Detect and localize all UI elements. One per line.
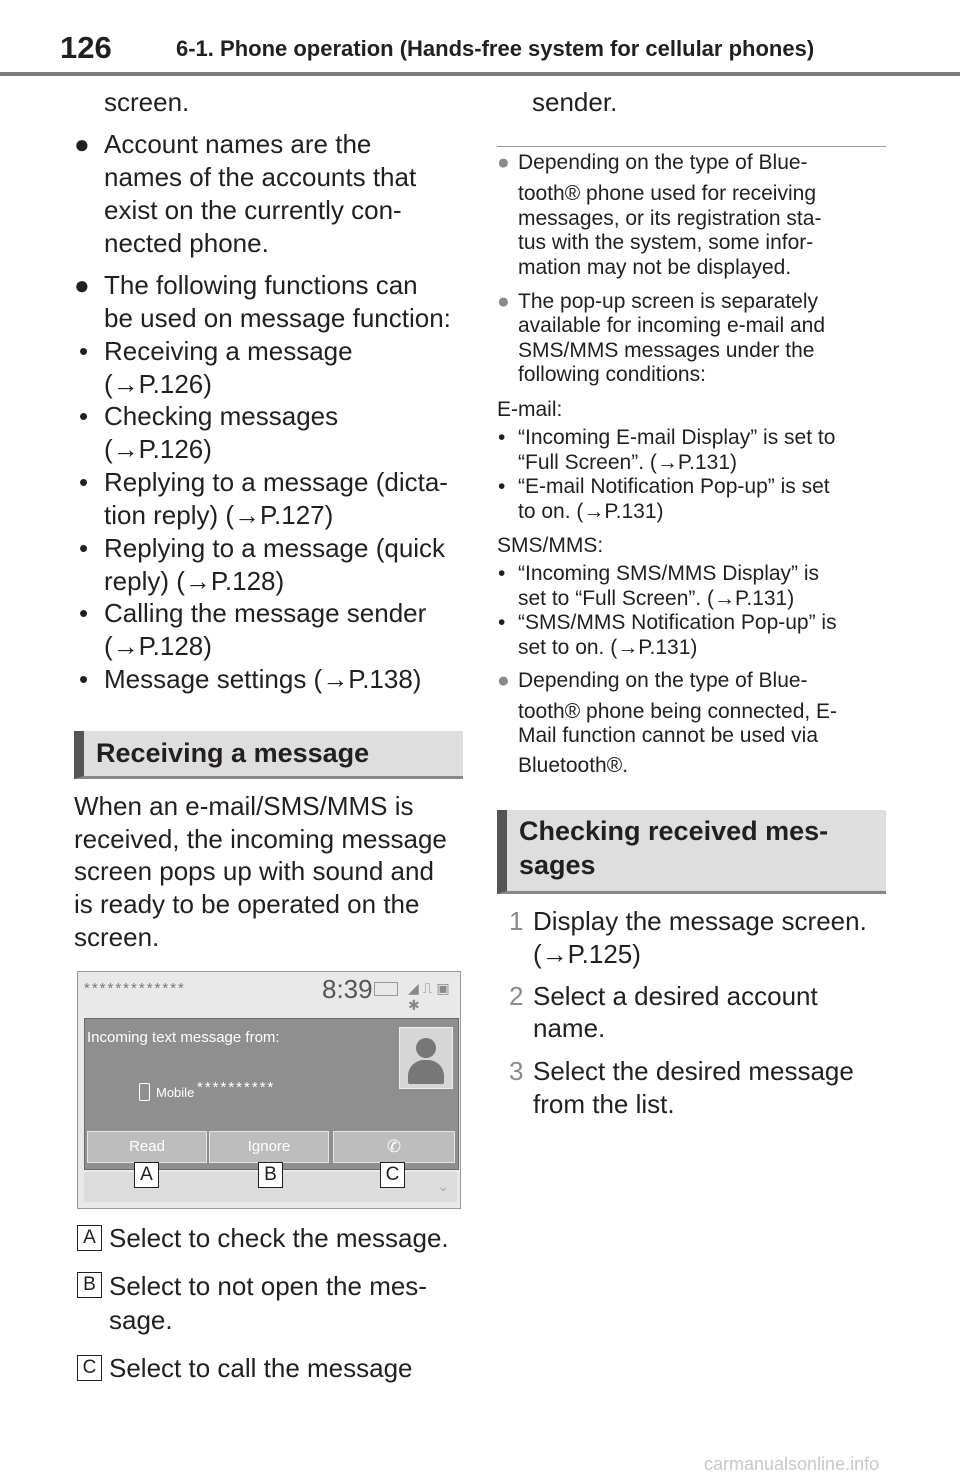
section-heading-checking xyxy=(497,810,886,894)
bullet-icon: ● xyxy=(74,270,90,300)
watermark: carmanualsonline.info xyxy=(704,1454,880,1474)
note-bullet-icon: ● xyxy=(497,669,510,692)
page-ref[interactable]: (→P.126) xyxy=(104,434,212,464)
list-dot: • xyxy=(498,611,506,634)
text-line: is ready to be operated on the xyxy=(74,889,420,919)
note-line: set to “Full Screen”. (→P.131) xyxy=(518,587,795,610)
list-item: Receiving a message xyxy=(104,336,353,366)
text-line: names of the accounts that xyxy=(104,162,417,192)
section-heading-receiving xyxy=(74,731,463,779)
header-rule xyxy=(0,72,960,76)
list-item: reply) (→P.128) xyxy=(104,566,285,596)
list-item: Calling the message sender xyxy=(104,598,427,628)
note-line: Depending on the type of Blue- xyxy=(518,151,808,174)
page-ref[interactable]: (→P.128) xyxy=(104,631,212,661)
text-line: screen pops up with sound and xyxy=(74,856,434,886)
signal-icon xyxy=(374,982,398,996)
screen-stars: ************* xyxy=(84,980,186,997)
text-line: be used on message function: xyxy=(104,303,451,333)
note-subhead: E-mail: xyxy=(497,398,563,421)
read-button[interactable]: Read xyxy=(87,1131,207,1163)
note-line: “Incoming E-mail Display” is set to xyxy=(518,426,836,449)
note-line: “E-mail Notification Pop-up” is set xyxy=(518,475,830,498)
mobile-icon xyxy=(139,1083,150,1101)
ignore-button[interactable]: Ignore xyxy=(209,1131,329,1163)
note-line: available for incoming e-mail and xyxy=(518,314,825,337)
list-dot: • xyxy=(79,401,89,431)
text-line: The following functions can xyxy=(104,270,418,300)
list-item: Replying to a message (dicta- xyxy=(104,467,448,497)
list-item: Checking messages xyxy=(104,401,339,431)
message-popup xyxy=(84,1018,459,1170)
step-text: Display the message screen. xyxy=(533,906,867,936)
page-ref[interactable]: (→P.125) xyxy=(533,939,641,969)
screen-clock: 8:39 xyxy=(322,974,373,1004)
note-line: set to on. (→P.131) xyxy=(518,636,698,659)
step-text: name. xyxy=(533,1013,606,1043)
avatar-body-icon xyxy=(408,1060,444,1084)
list-dot: • xyxy=(498,475,506,498)
mobile-label: Mobile xyxy=(156,1085,195,1100)
phone-number: ********** xyxy=(197,1079,276,1096)
definition-b: Select to not open the mes- xyxy=(109,1271,427,1301)
section-heading-text: Checking received mes- xyxy=(519,816,829,846)
text-line: screen. xyxy=(104,87,190,117)
text-line: received, the incoming message xyxy=(74,824,447,854)
text-line: sender. xyxy=(532,87,618,117)
list-dot: • xyxy=(498,562,506,585)
step-number: 2 xyxy=(509,981,524,1011)
chapter-title: 6-1. Phone operation (Hands-free system for cellular phones) xyxy=(176,36,815,61)
note-line: SMS/MMS messages under the xyxy=(518,339,815,362)
step-number: 1 xyxy=(509,906,524,936)
list-dot: • xyxy=(498,426,506,449)
callout-label-b: B xyxy=(258,1162,283,1188)
label-b-badge: B xyxy=(77,1272,102,1298)
list-dot: • xyxy=(79,664,89,694)
note-line: “SMS/MMS Notification Pop-up” is xyxy=(518,611,837,634)
definition-c: Select to call the message xyxy=(109,1353,413,1383)
step-text: Select a desired account xyxy=(533,981,818,1011)
note-line: Depending on the type of Blue- xyxy=(518,669,808,692)
note-line: “Full Screen”. (→P.131) xyxy=(518,451,738,474)
contact-avatar xyxy=(399,1027,453,1089)
text-line: Account names are the xyxy=(104,129,372,159)
list-item: tion reply) (→P.127) xyxy=(104,500,334,530)
phone-icon: ✆ xyxy=(386,1137,402,1156)
note-line: tus with the system, some infor- xyxy=(518,231,814,254)
text-line: When an e-mail/SMS/MMS is xyxy=(74,791,414,821)
screen-illustration xyxy=(77,971,461,1209)
note-bullet-icon: ● xyxy=(497,151,510,174)
list-item: Replying to a message (quick xyxy=(104,533,446,563)
note-line: “Incoming SMS/MMS Display” is xyxy=(518,562,820,585)
bullet-icon: ● xyxy=(74,129,90,159)
step-text: from the list. xyxy=(533,1089,675,1119)
status-icon: ◢ ⎍ ▣ ✱ xyxy=(408,980,450,1013)
note-line: to on. (→P.131) xyxy=(518,500,664,523)
call-button[interactable] xyxy=(333,1131,455,1163)
text-line: nected phone. xyxy=(104,228,269,258)
chevron-down-icon: ⌄ xyxy=(437,1178,449,1194)
callout-label-c: C xyxy=(380,1162,405,1188)
step-text: Select the desired message xyxy=(533,1056,854,1086)
note-subhead: SMS/MMS: xyxy=(497,534,604,557)
note-line: Bluetooth®. xyxy=(518,754,629,777)
callout-label-a: A xyxy=(134,1162,159,1188)
list-dot: • xyxy=(79,533,89,563)
note-bullet-icon: ● xyxy=(497,290,510,313)
definition-b: sage. xyxy=(109,1305,173,1335)
popup-title: Incoming text message from: xyxy=(87,1029,280,1046)
section-heading-text: Receiving a message xyxy=(96,738,370,768)
note-line: following conditions: xyxy=(518,363,706,386)
page-ref[interactable]: (→P.126) xyxy=(104,369,212,399)
note-line: tooth® phone used for receiving xyxy=(518,182,816,205)
list-dot: • xyxy=(79,467,89,497)
avatar-head-icon xyxy=(416,1038,436,1058)
page-number: 126 xyxy=(60,30,112,65)
note-line: messages, or its registration sta- xyxy=(518,207,822,230)
list-item: Message settings (→P.138) xyxy=(104,664,422,694)
text-line: exist on the currently con- xyxy=(104,195,402,225)
note-line: mation may not be displayed. xyxy=(518,256,792,279)
note-rule xyxy=(497,146,886,147)
note-line: tooth® phone being connected, E- xyxy=(518,700,838,723)
label-c-badge: C xyxy=(77,1355,102,1381)
definition-a: Select to check the message. xyxy=(109,1223,449,1253)
list-dot: • xyxy=(79,598,89,628)
step-number: 3 xyxy=(509,1056,524,1086)
list-dot: • xyxy=(79,336,89,366)
section-heading-text: sages xyxy=(519,850,596,880)
text-line: screen. xyxy=(74,922,160,952)
label-a-badge: A xyxy=(77,1225,102,1251)
note-line: The pop-up screen is separately xyxy=(518,290,818,313)
note-line: Mail function cannot be used via xyxy=(518,724,819,747)
